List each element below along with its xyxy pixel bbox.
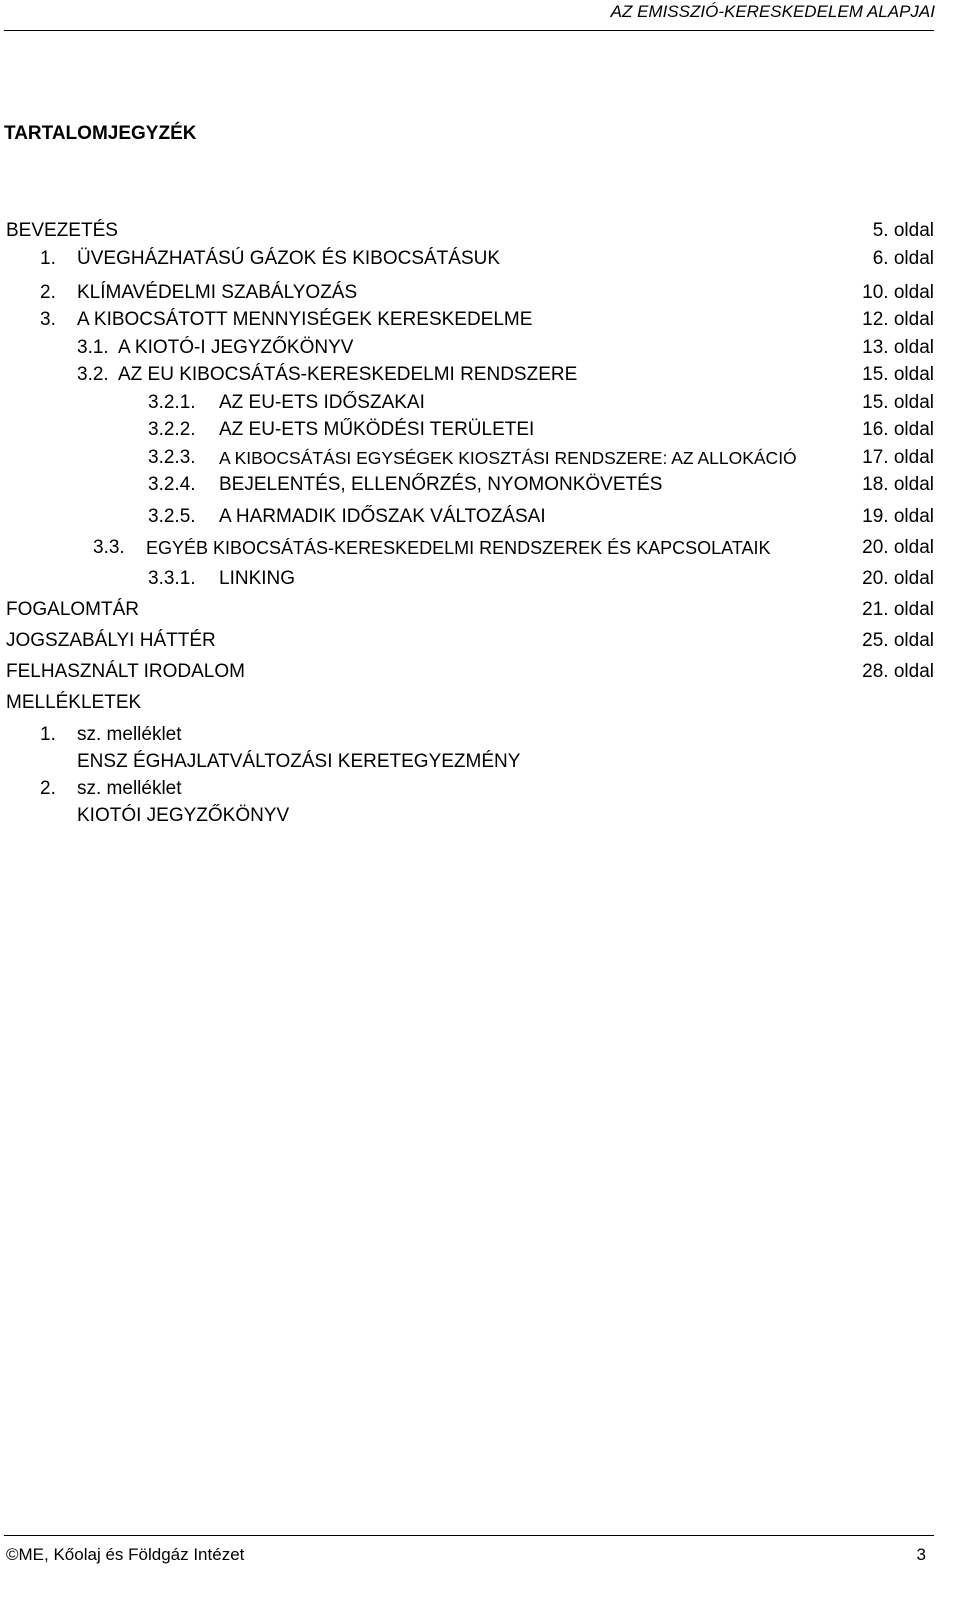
toc-entry-label: A KIBOCSÁTOTT MENNYISÉGEK KERESKEDELME [77,309,533,330]
toc-entry-number: 3.2.1. [148,392,196,413]
toc-entry-number: 1. [40,724,56,745]
toc-entry[interactable] [0,335,960,361]
toc-entry-page: 5. oldal [872,220,934,241]
toc-entry[interactable] [0,472,960,498]
toc-entry-page: 6. oldal [872,248,934,269]
toc-entry-label: AZ EU KIBOCSÁTÁS-KERESKEDELMI RENDSZERE [118,364,578,385]
toc-entry-page: 17. oldal [862,447,934,468]
toc-entry[interactable] [0,218,960,244]
toc-entry-page: 13. oldal [862,337,934,358]
toc-entry-number: 3.2.2. [148,419,196,440]
toc-entry-label: sz. melléklet [77,778,182,799]
toc-entry-number: 3. [40,309,56,330]
toc-entry-number: 2. [40,778,56,799]
header-rule [4,30,934,31]
toc-entry-label: A KIOTÓ-I JEGYZŐKÖNYV [118,337,354,358]
toc-entry-page: 18. oldal [862,474,934,495]
toc-title: TARTALOMJEGYZÉK [4,123,197,144]
footer-page-number: 3 [916,1545,926,1564]
toc-entry[interactable] [0,566,960,592]
toc-entry-number: 3.2. [77,364,109,385]
toc-entry[interactable] [0,535,960,561]
toc-entry-page: 19. oldal [862,506,934,527]
toc-entry-page: 15. oldal [862,364,934,385]
toc-entry-label: EGYÉB KIBOCSÁTÁS-KERESKEDELMI RENDSZEREK ÉS KAPCSOLATAIK [146,538,771,558]
toc-entry-label: BEVEZETÉS [6,220,118,241]
toc-entry-page: 20. oldal [862,537,934,558]
toc-entry-number: 3.2.4. [148,474,196,495]
toc-entry-label: ENSZ ÉGHAJLATVÁLTOZÁSI KERETEGYEZMÉNY [77,751,521,772]
toc-entry[interactable] [0,597,960,623]
toc-entry-page: 10. oldal [862,282,934,303]
toc-entry-label: A HARMADIK IDŐSZAK VÁLTOZÁSAI [219,506,546,527]
footer-publisher: ©ME, Kőolaj és Földgáz Intézet [6,1545,245,1564]
toc-entry[interactable] [0,690,960,716]
toc-entry[interactable] [0,362,960,388]
toc-entry-page: 21. oldal [862,599,934,620]
toc-entry-page: 25. oldal [862,630,934,651]
toc-entry[interactable] [0,749,960,775]
toc-entry-label: sz. melléklet [77,724,182,745]
toc-entry-number: 2. [40,282,56,303]
toc-entry-page: 15. oldal [862,392,934,413]
toc-entry[interactable] [0,445,960,471]
toc-entry-label: FOGALOMTÁR [6,599,140,620]
toc-entry-label: ÜVEGHÁZHATÁSÚ GÁZOK ÉS KIBOCSÁTÁSUK [77,248,501,269]
toc-entry[interactable] [0,246,960,272]
toc-entry-page: 20. oldal [862,568,934,589]
footer-rule [4,1535,934,1536]
toc-entry[interactable] [0,504,960,530]
toc-entry-number: 3.3. [93,537,125,558]
toc-entry-label: KIOTÓI JEGYZŐKÖNYV [77,805,290,826]
toc-entry-label: A KIBOCSÁTÁSI EGYSÉGEK KIOSZTÁSI RENDSZERE: AZ ALLOKÁCIÓ [219,448,797,468]
toc-entry[interactable] [0,659,960,685]
toc-entry-page: 16. oldal [862,419,934,440]
toc-entry[interactable] [0,417,960,443]
toc-entry-number: 3.1. [77,337,109,358]
toc-entry-number: 3.3.1. [148,568,196,589]
toc-entry-label: AZ EU-ETS IDŐSZAKAI [219,392,425,413]
toc-entry-number: 1. [40,248,56,269]
toc-entry-label: BEJELENTÉS, ELLENŐRZÉS, NYOMONKÖVETÉS [219,474,663,495]
toc-entry-number: 3.2.3. [148,447,196,468]
toc-entry-label: FELHASZNÁLT IRODALOM [6,661,245,682]
toc-entry[interactable] [0,307,960,333]
toc-entry[interactable] [0,776,960,802]
toc-entry[interactable] [0,628,960,654]
toc-entry[interactable] [0,390,960,416]
toc-entry[interactable] [0,722,960,748]
toc-entry-page: 12. oldal [862,309,934,330]
toc-entry[interactable] [0,280,960,306]
toc-entry-page: 28. oldal [862,661,934,682]
toc-entry-label: AZ EU-ETS MŰKÖDÉSI TERÜLETEI [219,419,535,440]
toc-entry-label: JOGSZABÁLYI HÁTTÉR [6,630,216,651]
running-header: AZ EMISSZIÓ-KERESKEDELEM ALAPJAI [610,2,935,21]
toc-entry-label: MELLÉKLETEK [6,692,142,713]
toc-entry[interactable] [0,803,960,829]
toc-entry-number: 3.2.5. [148,506,196,527]
toc-entry-label: KLÍMAVÉDELMI SZABÁLYOZÁS [77,282,358,303]
toc-entry-label: LINKING [219,568,296,589]
